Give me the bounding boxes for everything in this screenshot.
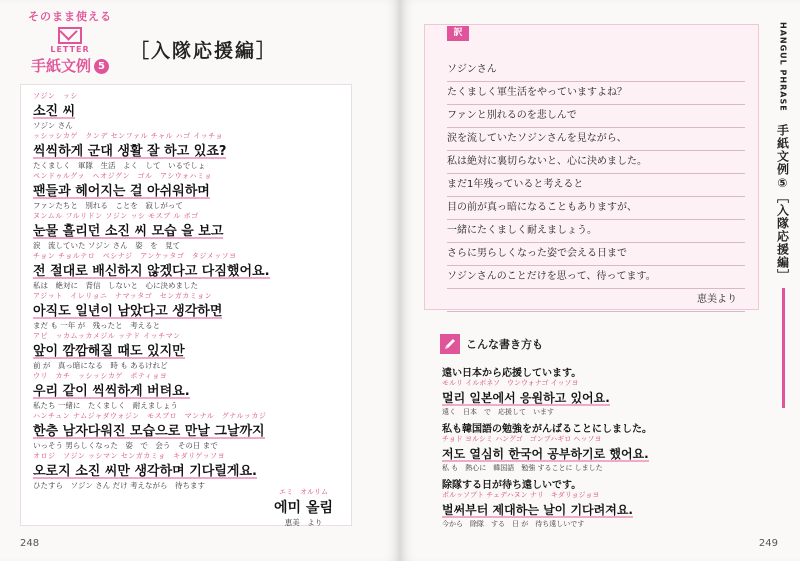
japanese-gloss: 私たち 一緒に たくましく 耐えましょう xyxy=(33,401,178,410)
kana-reading: ハンチュン ナムジャダウォジン モスブロ マンナル グナルッカジ xyxy=(33,412,267,420)
page-number-right: 249 xyxy=(758,538,778,549)
korean-text: 오로지 소진 씨만 생각하며 기다릴게요. xyxy=(33,460,257,479)
letter-line xyxy=(33,131,343,170)
letter-line xyxy=(33,171,343,210)
letter-line xyxy=(33,451,343,490)
right-page xyxy=(400,0,800,561)
japanese-gloss: 涙 流していた ソジン さん 姿 を 見て xyxy=(33,241,181,250)
alternative-item xyxy=(442,420,762,472)
kana-reading: ソジン ッシ xyxy=(33,92,78,100)
kana-reading: ヌンムル フルリドン ソジン ッシ モスブ ル ボゴ xyxy=(33,212,199,220)
translation-box xyxy=(424,24,759,310)
letter-line xyxy=(33,251,343,290)
translation-line: ファンと別れるのを悲しんで xyxy=(447,105,745,128)
korean-text: 팬들과 헤어지는 걸 아쉬워하며 xyxy=(33,180,210,199)
kana-reading: チョド ヨルシミ ハングゴ ゴンブハギロ ヘッソヨ xyxy=(442,435,602,443)
series-name xyxy=(22,55,118,76)
japanese-gloss: 前 が 真っ暗になる 時 も あるけれど xyxy=(33,361,168,370)
translation-line: さらに男らしくなった姿で会える日まで xyxy=(447,243,745,266)
japanese-gloss: 今から 除隊 する 日 が 待ち遠しいです xyxy=(442,520,585,528)
letter-line xyxy=(33,331,343,370)
translation-line: 目の前が真っ暗になることもありますが、 xyxy=(447,197,745,220)
translation-tag: 訳 xyxy=(447,26,469,41)
korean-text: 전 절대로 배신하지 않겠다고 다짐했어요. xyxy=(33,260,270,279)
korean-text: 씩씩하게 군대 생활 잘 하고 있죠? xyxy=(33,140,226,159)
japanese-gloss: まだ も 一年 が 残ったと 考えると xyxy=(33,321,161,330)
translation-line: 涙を流していたソジンさんを見ながら、 xyxy=(447,128,745,151)
translation-line: 一緒にたくましく耐えましょう。 xyxy=(447,220,745,243)
side-section-title: 手紙文例⑤［入隊応援編］ xyxy=(775,123,790,282)
side-accent-bar xyxy=(782,288,785,408)
alternative-item xyxy=(442,364,762,416)
series-number: 5 xyxy=(94,59,109,74)
japanese-sentence: 私も韓国語の勉強をがんばることにしました。 xyxy=(442,424,652,435)
japanese-gloss: 遠く 日本 で 応援して います xyxy=(442,408,554,416)
series-name-text: 手紙文例 xyxy=(30,57,91,75)
letter-box xyxy=(20,84,352,526)
translation-line: ソジンさん xyxy=(447,59,745,82)
kana-reading: モルリ イルボネソ ウンウォナゴ イッソヨ xyxy=(442,379,579,387)
alternatives-heading-label: こんな書き方も xyxy=(466,338,543,351)
japanese-gloss: 恵美 より xyxy=(284,518,323,527)
korean-text: 우리 같이 씩씩하게 버텨요. xyxy=(33,380,190,399)
kana-reading: チョン チョルテロ ベシナジ アンケッタゴ タジメッソヨ xyxy=(33,252,237,260)
letter-line xyxy=(33,291,343,330)
letter-line xyxy=(33,91,343,130)
letter-line xyxy=(33,371,343,410)
kana-reading: ッシッシカゲ クンデ センファル チャル ハゴ イッチョ xyxy=(33,132,224,140)
page-title: ［入隊応援編］ xyxy=(130,40,278,62)
kana-reading: オロジ ソジン ッシマン センガカミョ キダリゲッソヨ xyxy=(33,452,226,460)
envelope-icon xyxy=(58,27,82,44)
side-index-tab xyxy=(768,22,798,408)
japanese-gloss: ひたすら ソジン さん だけ 考えながら 待ちます xyxy=(33,481,205,490)
kana-reading: アピ ッカムッカメジル ッテド イッチマン xyxy=(33,332,181,340)
pen-icon xyxy=(440,334,460,354)
korean-text: 앞이 깜깜해질 때도 있지만 xyxy=(33,340,185,359)
translation-line: ソジンさんのことだけを思って、待ってます。 xyxy=(447,266,745,289)
letter-line xyxy=(33,411,343,450)
translation-line: まだ1年残っていると考えると xyxy=(447,174,745,197)
alternatives-heading xyxy=(440,334,543,354)
hangul-phrase-label: HANGUL PHRASE xyxy=(778,22,788,112)
kana-reading: エミ オルリム xyxy=(279,488,328,496)
japanese-gloss: たくましく 軍隊 生活 よく して いるでしょ xyxy=(33,161,206,170)
kana-reading: ポルッソブト チェデハヌン ナリ キダリョジョヨ xyxy=(442,491,600,499)
series-badge xyxy=(22,8,118,76)
letter-signoff xyxy=(274,487,333,528)
translation-line: たくましく軍生活をやっていますよね？ xyxy=(447,82,745,105)
korean-text: 벌써부터 제대하는 날이 기다려져요. xyxy=(442,503,633,517)
translation-signoff: 恵美より xyxy=(447,289,745,312)
korean-text: 에미 올림 xyxy=(274,500,333,516)
series-letter-label: LETTER xyxy=(50,45,90,54)
translation-lines xyxy=(447,59,745,312)
kana-reading: アジット イレリョニ ナマッタゴ センガカミョン xyxy=(33,292,213,300)
korean-text: 소진 씨 xyxy=(33,100,75,119)
japanese-sentence: 遠い日本から応援しています。 xyxy=(442,368,582,379)
korean-text: 멀리 일본에서 응원하고 있어요. xyxy=(442,391,610,405)
japanese-gloss: ファンたちと 別れる ことを 寂しがって xyxy=(33,201,183,210)
japanese-gloss: ソジン さん xyxy=(33,121,73,130)
korean-text: 한층 남자다워진 모습으로 만날 그날까지 xyxy=(33,420,265,439)
series-arc-label: そのまま使える xyxy=(28,10,112,23)
japanese-sentence: 除隊する日が待ち遠しいです。 xyxy=(442,480,582,491)
korean-text: 저도 열심히 한국어 공부하기로 했어요. xyxy=(442,447,649,461)
page-number-left: 248 xyxy=(20,538,40,549)
letter-line xyxy=(33,211,343,250)
japanese-gloss: 私は 絶対に 背信 しないと 心に決めました xyxy=(33,281,198,290)
japanese-gloss: いっそう 男らしくなった 姿 で 会う その日 まで xyxy=(33,441,218,450)
korean-text: 아직도 일년이 남았다고 생각하면 xyxy=(33,300,222,319)
kana-reading: ペンドゥルグァ ヘオジグン ゴル アシウォハミョ xyxy=(33,172,212,180)
korean-text: 눈물 흘리던 소진 씨 모습 을 보고 xyxy=(33,220,223,239)
kana-reading: ウリ カチ ッシッシカゲ ポティョヨ xyxy=(33,372,168,380)
translation-line: 私は絶対に裏切らないと、心に決めました。 xyxy=(447,151,745,174)
alternative-item xyxy=(442,476,762,528)
japanese-gloss: 私 も 熱心に 韓国語 勉強 することに しました xyxy=(442,464,603,472)
